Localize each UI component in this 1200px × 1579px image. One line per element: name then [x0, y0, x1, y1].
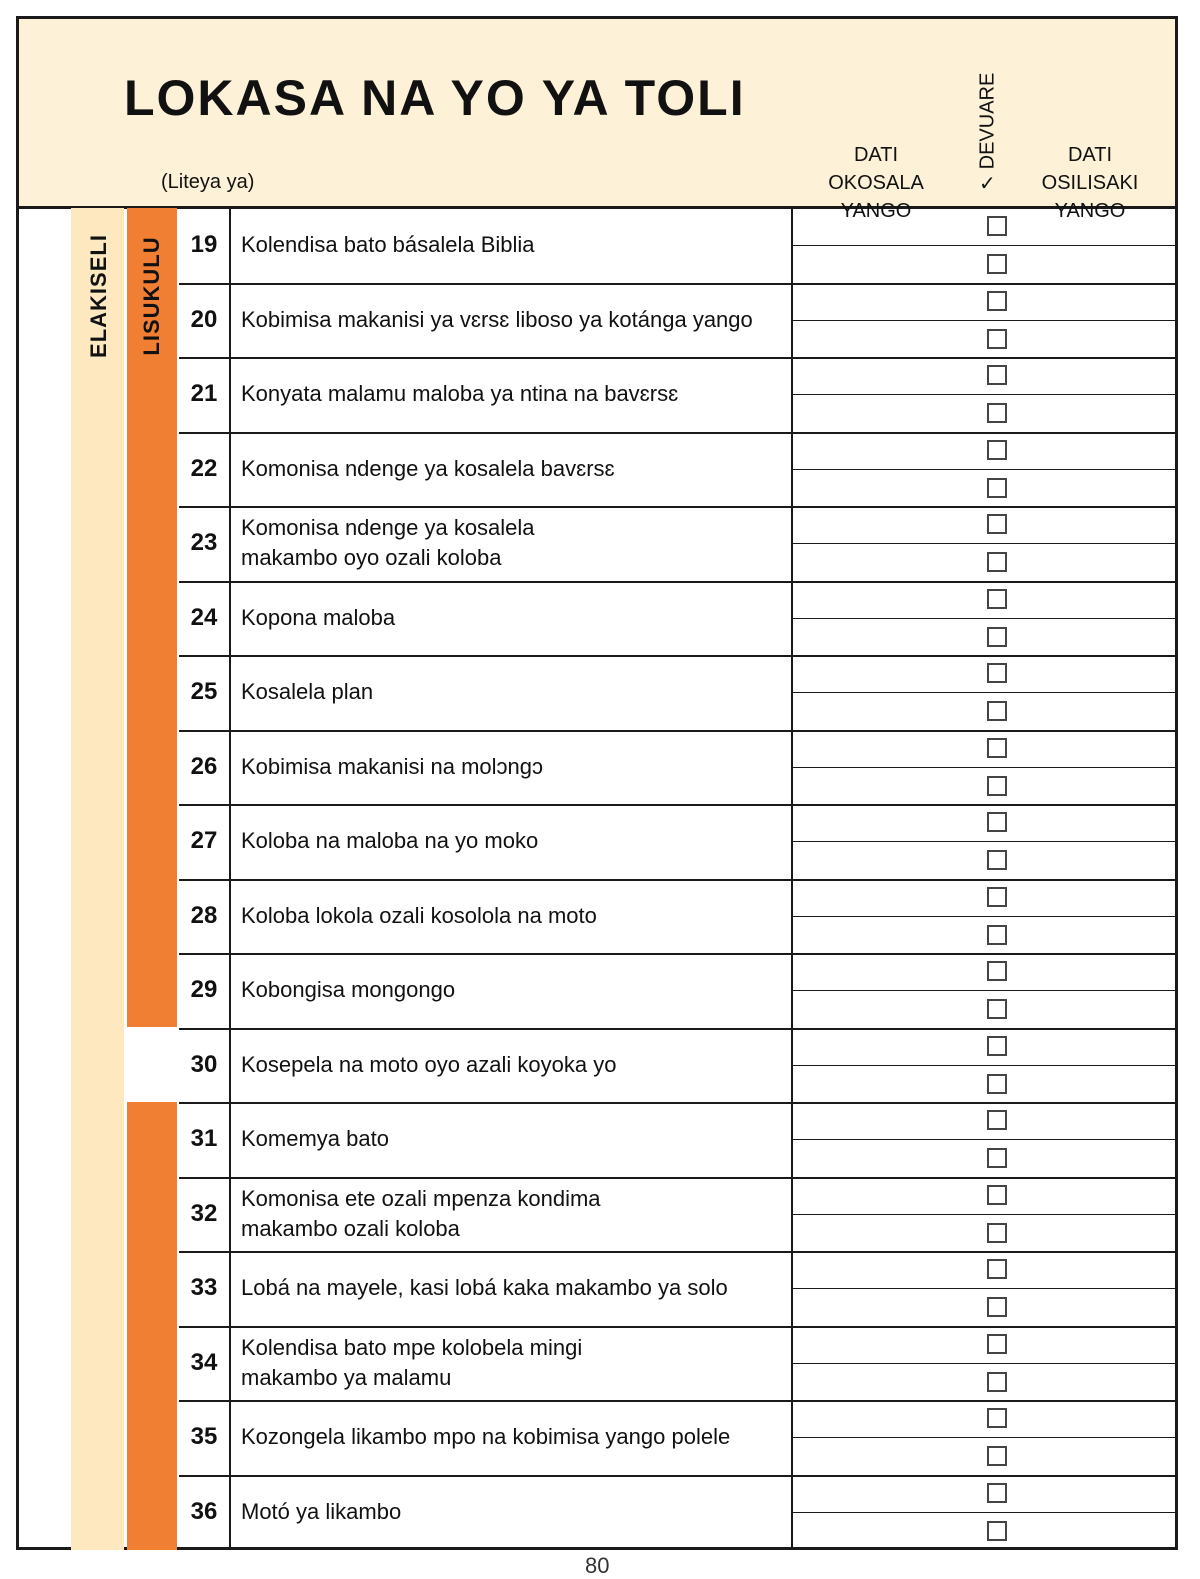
assignment-checkbox[interactable]	[987, 1521, 1007, 1541]
lesson-row	[179, 506, 1178, 581]
lesson-title: Komemya bato	[241, 1126, 389, 1152]
lesson-number: 26	[190, 752, 218, 780]
lisukulu-bar-bottom	[127, 1102, 177, 1550]
assignment-checkbox[interactable]	[987, 1297, 1007, 1317]
lesson-title: Kosalela plan	[241, 679, 374, 705]
lesson-row	[179, 357, 1178, 432]
row-divider	[229, 506, 231, 581]
column-header-assignment: DEVUARE	[976, 72, 999, 170]
progress-cells	[791, 1028, 1178, 1103]
progress-cells	[791, 432, 1178, 507]
row-midline	[791, 841, 1178, 842]
assignment-checkbox[interactable]	[987, 552, 1007, 572]
lesson-row	[179, 879, 1178, 954]
lesson-title: Kosepela na moto oyo azali koyoka yo	[241, 1051, 617, 1077]
lesson-title: Komonisa ete ozali mpenza kondima makambo ozali koloba	[241, 1185, 601, 1241]
lesson-number: 25	[190, 678, 218, 706]
progress-cells	[791, 804, 1178, 879]
row-midline	[791, 618, 1178, 619]
lesson-number: 19	[190, 231, 218, 259]
assignment-checkbox[interactable]	[987, 329, 1007, 349]
assignment-checkbox[interactable]	[987, 514, 1007, 534]
lesson-number: 36	[190, 1497, 218, 1525]
progress-cells	[791, 1177, 1178, 1252]
lesson-row	[179, 730, 1178, 805]
progress-cells	[791, 357, 1178, 432]
assignment-checkbox[interactable]	[987, 1259, 1007, 1279]
assignment-checkbox[interactable]	[987, 961, 1007, 981]
lesson-number: 27	[190, 827, 218, 855]
progress-cells	[791, 208, 1178, 283]
assignment-checkbox[interactable]	[987, 1334, 1007, 1354]
row-midline	[791, 394, 1178, 395]
assignment-checkbox[interactable]	[987, 1148, 1007, 1168]
progress-cells	[791, 1326, 1178, 1401]
assignment-checkbox[interactable]	[987, 365, 1007, 385]
assignment-checkbox[interactable]	[987, 254, 1007, 274]
lesson-title: Kobimisa makanisi ya vɛrsɛ liboso ya kotánga yango	[241, 306, 753, 332]
lesson-row	[179, 1177, 1178, 1252]
assignment-checkbox[interactable]	[987, 589, 1007, 609]
lesson-row	[179, 953, 1178, 1028]
assignment-checkbox[interactable]	[987, 1372, 1007, 1392]
lesson-row	[179, 581, 1178, 656]
lesson-row	[179, 1102, 1178, 1177]
page-title: LOKASA NA YO YA TOLI	[124, 70, 746, 126]
lesson-number: 29	[190, 976, 218, 1004]
row-midline	[791, 1512, 1178, 1513]
lesson-number: 28	[190, 901, 218, 929]
row-midline	[791, 469, 1178, 470]
lesson-row	[179, 1475, 1178, 1550]
assignment-checkbox[interactable]	[987, 1223, 1007, 1243]
row-midline	[791, 1437, 1178, 1438]
assignment-checkbox[interactable]	[987, 850, 1007, 870]
elakiseli-bar	[71, 208, 124, 1550]
lesson-number: 20	[190, 305, 218, 333]
progress-cells	[791, 655, 1178, 730]
row-midline	[791, 1363, 1178, 1364]
assignment-checkbox[interactable]	[987, 1446, 1007, 1466]
progress-cells	[791, 1251, 1178, 1326]
column-header-start-date: DATI OKOSALA YANGO	[828, 144, 924, 222]
lisukulu-label: LISUKULU	[139, 236, 164, 356]
lesson-title: Komonisa ndenge ya kosalela makambo oyo ozali koloba	[241, 515, 535, 571]
lesson-title: Koloba lokola ozali kosolola na moto	[241, 902, 597, 928]
lesson-number: 24	[190, 603, 218, 631]
column-header-completed-date: DATI OSILISAKI YANGO	[1041, 144, 1139, 222]
row-divider	[229, 581, 231, 656]
progress-cells	[791, 953, 1178, 1028]
lesson-title: Lobá na mayele, kasi lobá kaka makambo ya solo	[241, 1275, 728, 1301]
assignment-checkbox[interactable]	[987, 701, 1007, 721]
assignment-checkbox[interactable]	[987, 776, 1007, 796]
progress-cells	[791, 879, 1178, 954]
assignment-checkbox[interactable]	[987, 812, 1007, 832]
row-divider	[229, 730, 231, 805]
progress-cells	[791, 283, 1178, 358]
row-midline	[791, 1065, 1178, 1066]
lesson-title: Kozongela likambo mpo na kobimisa yango polele	[241, 1424, 731, 1450]
row-divider	[229, 1475, 231, 1550]
lesson-row	[179, 283, 1178, 358]
row-divider	[229, 804, 231, 879]
row-divider	[229, 1400, 231, 1475]
lessons-list	[179, 208, 1178, 1549]
progress-cells	[791, 1102, 1178, 1177]
lesson-title: Kolendisa bato mpe kolobela mingi makambo ya malamu	[241, 1334, 583, 1390]
lesson-title: Kobongisa mongongo	[241, 977, 456, 1003]
lesson-number: 23	[190, 529, 218, 557]
row-midline	[791, 916, 1178, 917]
row-midline	[791, 1288, 1178, 1289]
assignment-checkbox[interactable]	[987, 1185, 1007, 1205]
lesson-number: 34	[190, 1348, 218, 1376]
lesson-title: Konyata malamu maloba ya ntina na bavɛrsɛ	[241, 381, 679, 407]
row-divider	[229, 432, 231, 507]
assignment-checkbox[interactable]	[987, 291, 1007, 311]
lesson-number: 22	[190, 454, 218, 482]
row-divider	[229, 1102, 231, 1177]
assignment-checkbox[interactable]	[987, 663, 1007, 683]
lesson-row	[179, 208, 1178, 283]
row-divider	[229, 1028, 231, 1103]
assignment-checkbox[interactable]	[987, 999, 1007, 1019]
assignment-checkbox[interactable]	[987, 1110, 1007, 1130]
progress-cells	[791, 730, 1178, 805]
row-divider	[229, 208, 231, 283]
row-divider	[229, 1326, 231, 1401]
row-midline	[791, 990, 1178, 991]
lesson-row	[179, 804, 1178, 879]
row-divider	[229, 357, 231, 432]
row-divider	[229, 655, 231, 730]
row-divider	[229, 1251, 231, 1326]
lesson-number: 31	[190, 1125, 218, 1153]
lesson-number: 32	[190, 1199, 218, 1227]
progress-cells	[791, 506, 1178, 581]
lesson-number: 21	[190, 380, 218, 408]
assignment-checkbox[interactable]	[987, 887, 1007, 907]
lesson-row	[179, 1400, 1178, 1475]
study-chart	[16, 16, 1178, 1550]
assignment-checkbox[interactable]	[987, 216, 1007, 236]
elakiseli-label: ELAKISELI	[86, 234, 111, 358]
lesson-number: 35	[190, 1423, 218, 1451]
lesson-row	[179, 655, 1178, 730]
assignment-checkbox[interactable]	[987, 1036, 1007, 1056]
lesson-title: Koloba na maloba na yo moko	[241, 828, 539, 854]
assignment-checkbox[interactable]	[987, 1483, 1007, 1503]
lesson-row	[179, 1326, 1178, 1401]
lesson-title: Kopona maloba	[241, 604, 396, 630]
row-divider	[229, 1177, 231, 1252]
lesson-row	[179, 1251, 1178, 1326]
lesson-row	[179, 1028, 1178, 1103]
row-midline	[791, 692, 1178, 693]
progress-cells	[791, 1400, 1178, 1475]
row-divider	[229, 953, 231, 1028]
page-number: 80	[585, 1553, 610, 1578]
assignment-checkbox[interactable]	[987, 403, 1007, 423]
assignment-checkbox[interactable]	[987, 925, 1007, 945]
assignment-checkbox[interactable]	[987, 627, 1007, 647]
assignment-checkbox[interactable]	[987, 738, 1007, 758]
lesson-title: Kolendisa bato básalela Biblia	[241, 232, 535, 258]
row-midline	[791, 767, 1178, 768]
lesson-title: Motó ya likambo	[241, 1498, 402, 1524]
lesson-number: 33	[190, 1274, 218, 1302]
subtitle: (Liteya ya)	[161, 171, 255, 193]
lesson-title: Komonisa ndenge ya kosalela bavɛrsɛ	[241, 455, 615, 481]
lesson-title: Kobimisa makanisi na molɔngɔ	[241, 753, 544, 779]
assignment-checkbox[interactable]	[987, 1408, 1007, 1428]
row-midline	[791, 543, 1178, 544]
row-divider	[229, 879, 231, 954]
checkmark-icon: ✓	[979, 173, 996, 195]
assignment-checkbox[interactable]	[987, 440, 1007, 460]
row-divider	[229, 283, 231, 358]
row-midline	[791, 320, 1178, 321]
progress-cells	[791, 581, 1178, 656]
lesson-row	[179, 432, 1178, 507]
chart-header	[19, 19, 1175, 222]
assignment-checkbox[interactable]	[987, 1074, 1007, 1094]
row-midline	[791, 1214, 1178, 1215]
progress-cells	[791, 1475, 1178, 1550]
row-midline	[791, 245, 1178, 246]
assignment-checkbox[interactable]	[987, 478, 1007, 498]
lesson-number: 30	[190, 1050, 218, 1078]
row-midline	[791, 1139, 1178, 1140]
column-divider	[791, 208, 793, 1550]
